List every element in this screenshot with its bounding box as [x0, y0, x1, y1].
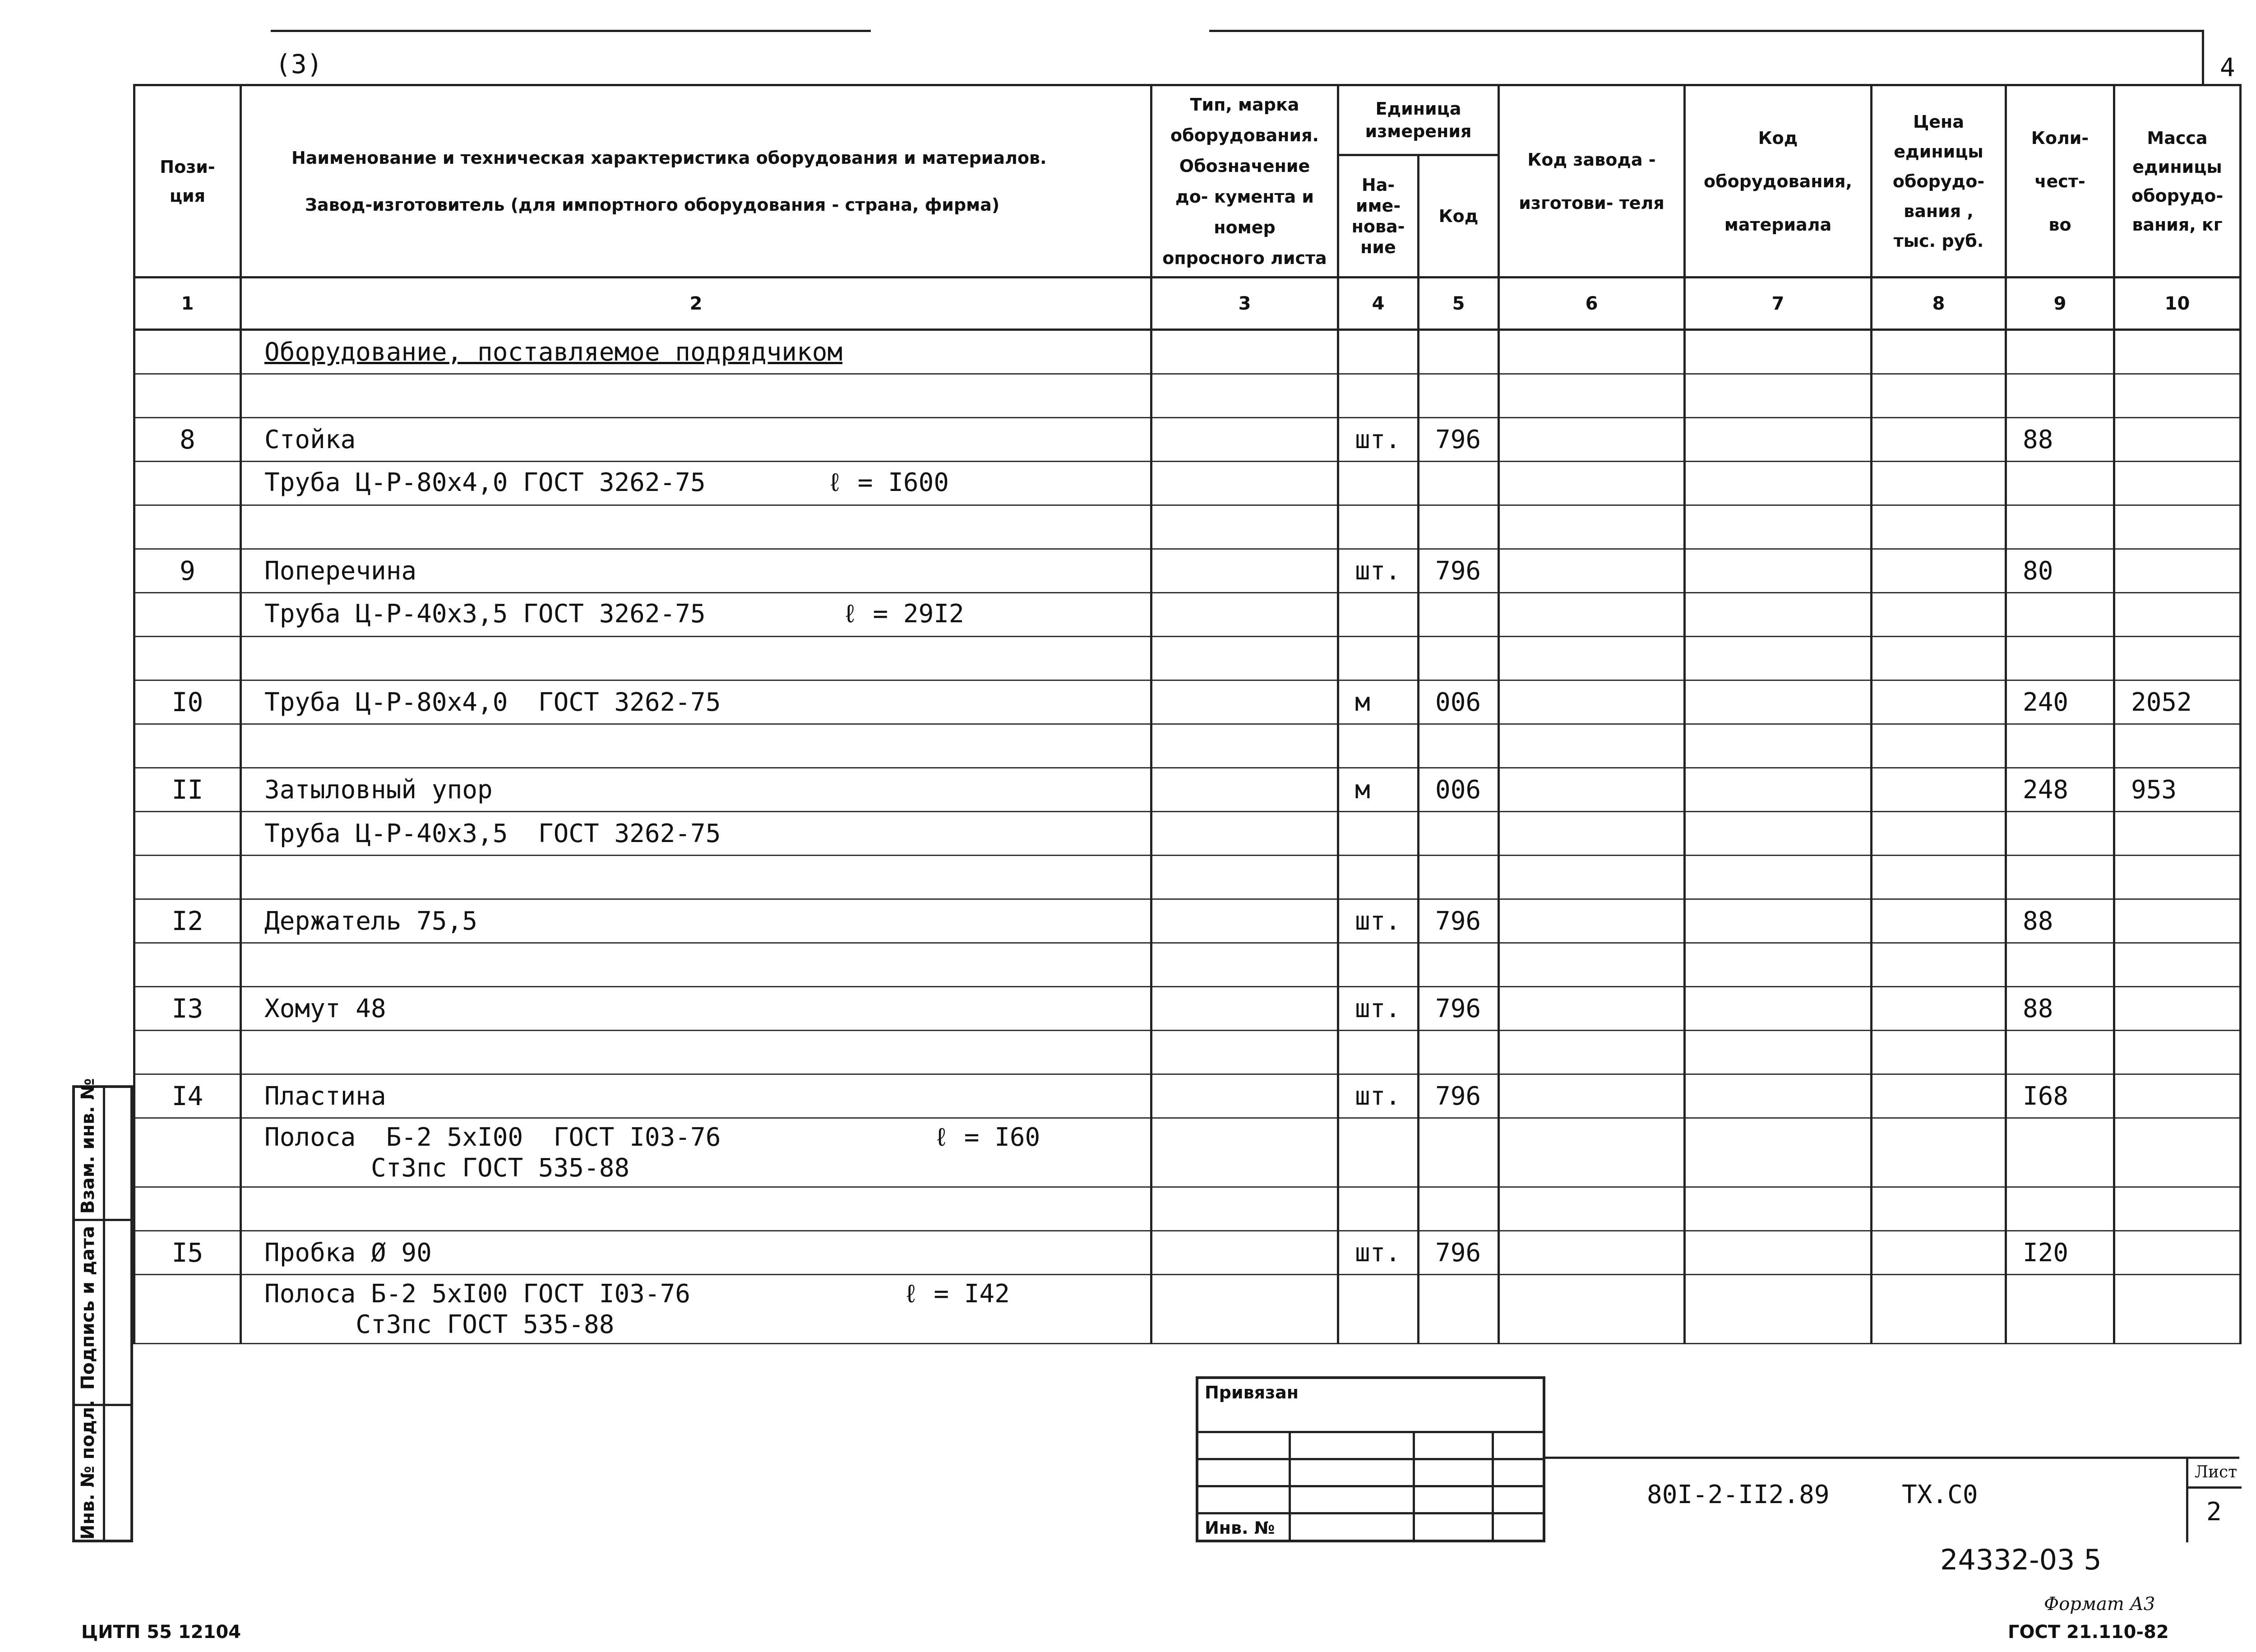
cell-name — [241, 505, 1151, 549]
colnum-9: 9 — [2006, 278, 2114, 330]
cell-mass — [2114, 812, 2241, 856]
cell-name — [241, 1187, 1151, 1231]
cell-price — [1872, 987, 2006, 1031]
cell-mass — [2114, 593, 2241, 637]
cell-unit — [1338, 462, 1419, 505]
cell-type — [1151, 1231, 1338, 1275]
format-label: Формат А3 — [2044, 1594, 2155, 1615]
cell-name: Держатель 75,5 — [241, 899, 1151, 943]
cell-unit: м — [1338, 768, 1419, 812]
cell-qty — [2006, 637, 2114, 680]
cell-price — [1872, 899, 2006, 943]
corner-divider — [2202, 30, 2204, 84]
cell-code — [1419, 1118, 1499, 1187]
stamp-sheet-label: Лист — [2195, 1463, 2238, 1481]
cell-unit — [1338, 856, 1419, 899]
top-line-right — [1209, 30, 2202, 32]
cell-equip — [1685, 593, 1872, 637]
cell-type — [1151, 899, 1338, 943]
cell-name: Поперечина — [241, 549, 1151, 593]
cell-factory — [1499, 1275, 1685, 1344]
spec-table — [133, 84, 2242, 1344]
cell-code: 796 — [1419, 899, 1499, 943]
cell-price — [1872, 593, 2006, 637]
cell-mass — [2114, 1031, 2241, 1074]
cell-type — [1151, 505, 1338, 549]
stamp-vline-3 — [1492, 1431, 1494, 1540]
cell-factory — [1499, 1031, 1685, 1074]
cell-equip — [1685, 1118, 1872, 1187]
cell-unit: шт. — [1338, 549, 1419, 593]
cell-unit — [1338, 505, 1419, 549]
column-number-row — [134, 278, 2241, 330]
top-label: (3) — [275, 49, 323, 79]
cell-name: Оборудование, поставляемое подрядчиком — [241, 330, 1151, 374]
cell-type — [1151, 374, 1338, 418]
table-row — [134, 1231, 2241, 1275]
cell-qty — [2006, 1187, 2114, 1231]
cell-equip — [1685, 374, 1872, 418]
cell-factory — [1499, 1118, 1685, 1187]
cell-price — [1872, 374, 2006, 418]
cell-mass: 953 — [2114, 768, 2241, 812]
cell-qty — [2006, 812, 2114, 856]
cell-factory — [1499, 680, 1685, 724]
cell-mass — [2114, 1231, 2241, 1275]
colnum-2: 2 — [241, 278, 1151, 330]
cell-type — [1151, 943, 1338, 987]
cell-equip — [1685, 330, 1872, 374]
cell-price — [1872, 1187, 2006, 1231]
cell-type — [1151, 856, 1338, 899]
cell-name: Полоса Б-2 5хI00 ГОСТ I03-76 ℓ = I60 Ст3пс ГОСТ 535-88 — [241, 1118, 1151, 1187]
cell-price — [1872, 724, 2006, 768]
top-line-left — [271, 30, 871, 32]
cell-equip — [1685, 856, 1872, 899]
cell-mass — [2114, 899, 2241, 943]
stamp-sheet-number: 2 — [2206, 1497, 2222, 1527]
cell-mass — [2114, 374, 2241, 418]
colnum-7: 7 — [1685, 278, 1872, 330]
cell-pos: I2 — [134, 899, 241, 943]
table-row — [134, 1118, 2241, 1187]
cell-type — [1151, 1275, 1338, 1344]
cell-type — [1151, 768, 1338, 812]
cell-name — [241, 724, 1151, 768]
cell-type — [1151, 462, 1338, 505]
cell-price — [1872, 418, 2006, 462]
cell-qty: 88 — [2006, 987, 2114, 1031]
cell-unit — [1338, 1187, 1419, 1231]
cell-factory — [1499, 812, 1685, 856]
table-row — [134, 549, 2241, 593]
cell-code — [1419, 462, 1499, 505]
cell-unit — [1338, 812, 1419, 856]
table-row — [134, 724, 2241, 768]
cell-qty: 88 — [2006, 899, 2114, 943]
cell-factory — [1499, 549, 1685, 593]
stamp-vline-1 — [1289, 1431, 1291, 1540]
header-equip-code: Код оборудования, материала — [1685, 85, 1872, 278]
cell-price — [1872, 1231, 2006, 1275]
cell-mass: 2052 — [2114, 680, 2241, 724]
cell-code: 006 — [1419, 680, 1499, 724]
cell-price — [1872, 1275, 2006, 1344]
cell-equip — [1685, 1275, 1872, 1344]
cell-pos: I4 — [134, 1074, 241, 1118]
table-row — [134, 1074, 2241, 1118]
cell-unit — [1338, 1118, 1419, 1187]
stamp-bound-block — [1196, 1376, 1545, 1542]
cell-pos — [134, 374, 241, 418]
cell-pos — [134, 1031, 241, 1074]
table-row — [134, 462, 2241, 505]
cell-price — [1872, 549, 2006, 593]
cell-mass — [2114, 418, 2241, 462]
cell-qty — [2006, 856, 2114, 899]
cell-code — [1419, 724, 1499, 768]
cell-name — [241, 374, 1151, 418]
cell-qty — [2006, 593, 2114, 637]
cell-name: Стойка — [241, 418, 1151, 462]
table-row — [134, 680, 2241, 724]
cell-mass — [2114, 462, 2241, 505]
cell-code: 796 — [1419, 1231, 1499, 1275]
cell-code — [1419, 593, 1499, 637]
cell-code — [1419, 374, 1499, 418]
cell-equip — [1685, 812, 1872, 856]
cell-unit: шт. — [1338, 899, 1419, 943]
cell-name — [241, 856, 1151, 899]
cell-factory — [1499, 768, 1685, 812]
footer-right: ГОСТ 21.110-82 — [2008, 1622, 2169, 1643]
cell-equip — [1685, 768, 1872, 812]
cell-name: Труба Ц-Р-40х3,5 ГОСТ 3262-75 ℓ = 29I2 — [241, 593, 1151, 637]
page-corner-number: 4 — [2220, 53, 2235, 83]
table-row — [134, 987, 2241, 1031]
cell-mass — [2114, 987, 2241, 1031]
cell-price — [1872, 637, 2006, 680]
cell-factory — [1499, 593, 1685, 637]
cell-code — [1419, 505, 1499, 549]
cell-qty — [2006, 1031, 2114, 1074]
stamp-line-1 — [1198, 1431, 1543, 1433]
table-row — [134, 418, 2241, 462]
table-row — [134, 637, 2241, 680]
cell-type — [1151, 1187, 1338, 1231]
cell-pos — [134, 812, 241, 856]
cell-name — [241, 1031, 1151, 1074]
cell-price — [1872, 1074, 2006, 1118]
stamp-sheet-divider — [2188, 1486, 2242, 1489]
cell-equip — [1685, 462, 1872, 505]
cell-pos: I5 — [134, 1231, 241, 1275]
header-name-line2: Завод-изготовитель (для импортного оборудования - страна, фирма) — [305, 194, 1000, 215]
cell-type — [1151, 724, 1338, 768]
cell-type — [1151, 418, 1338, 462]
cell-unit — [1338, 374, 1419, 418]
cell-type — [1151, 680, 1338, 724]
header-pos: Пози- ция — [134, 85, 241, 278]
footer-left: ЦИТП 55 12104 — [81, 1622, 241, 1643]
cell-equip — [1685, 1031, 1872, 1074]
header-name — [241, 85, 1151, 278]
cell-factory — [1499, 987, 1685, 1031]
cell-pos — [134, 724, 241, 768]
header-unit-name: На- име- нова- ние — [1338, 155, 1419, 278]
cell-factory — [1499, 374, 1685, 418]
cell-unit — [1338, 1031, 1419, 1074]
cell-qty — [2006, 330, 2114, 374]
cell-qty: I20 — [2006, 1231, 2114, 1275]
cell-type — [1151, 593, 1338, 637]
colnum-3: 3 — [1151, 278, 1338, 330]
table-row — [134, 505, 2241, 549]
table-row — [134, 943, 2241, 987]
cell-price — [1872, 943, 2006, 987]
cell-price — [1872, 1031, 2006, 1074]
cell-unit — [1338, 593, 1419, 637]
colnum-8: 8 — [1872, 278, 2006, 330]
cell-price — [1872, 812, 2006, 856]
cell-pos — [134, 1118, 241, 1187]
cell-factory — [1499, 505, 1685, 549]
cell-factory — [1499, 724, 1685, 768]
header-qty: Коли- чест- во — [2006, 85, 2114, 278]
table-row — [134, 1031, 2241, 1074]
cell-code: 796 — [1419, 1074, 1499, 1118]
cell-equip — [1685, 549, 1872, 593]
stamp-vline-2 — [1413, 1431, 1415, 1540]
cell-mass — [2114, 637, 2241, 680]
cell-pos — [134, 856, 241, 899]
cell-pos — [134, 593, 241, 637]
cell-pos — [134, 637, 241, 680]
cell-factory — [1499, 943, 1685, 987]
table-body — [134, 330, 2241, 1344]
stamp-line-3 — [1198, 1485, 1543, 1487]
side-label-inv-podl: Инв. № подл. — [78, 1400, 98, 1540]
table-row — [134, 768, 2241, 812]
cell-type — [1151, 330, 1338, 374]
cell-name: Хомут 48 — [241, 987, 1151, 1031]
cell-equip — [1685, 943, 1872, 987]
stamp-inv-label: Инв. № — [1205, 1518, 1275, 1538]
cell-price — [1872, 330, 2006, 374]
cell-factory — [1499, 1074, 1685, 1118]
cell-type — [1151, 549, 1338, 593]
cell-name: Пробка Ø 90 — [241, 1231, 1151, 1275]
table-row — [134, 899, 2241, 943]
cell-equip — [1685, 680, 1872, 724]
cell-pos: 8 — [134, 418, 241, 462]
cell-qty: 88 — [2006, 418, 2114, 462]
cell-code — [1419, 1275, 1499, 1344]
cell-mass — [2114, 856, 2241, 899]
cell-pos: II — [134, 768, 241, 812]
cell-code: 006 — [1419, 768, 1499, 812]
stamp-bound-label: Привязан — [1205, 1383, 1299, 1402]
cell-equip — [1685, 637, 1872, 680]
cell-code — [1419, 1031, 1499, 1074]
cell-unit: шт. — [1338, 1231, 1419, 1275]
cell-mass — [2114, 330, 2241, 374]
cell-name: Полоса Б-2 5хI00 ГОСТ I03-76 ℓ = I42 Ст3пс ГОСТ 535-88 — [241, 1275, 1151, 1344]
colnum-5: 5 — [1419, 278, 1499, 330]
cell-type — [1151, 1074, 1338, 1118]
cell-factory — [1499, 330, 1685, 374]
cell-name: Труба Ц-Р-80х4,0 ГОСТ 3262-75 — [241, 680, 1151, 724]
cell-code — [1419, 856, 1499, 899]
stamp-sheet-box — [2186, 1457, 2242, 1542]
cell-pos: I0 — [134, 680, 241, 724]
cell-code — [1419, 1187, 1499, 1231]
cell-equip — [1685, 505, 1872, 549]
cell-equip — [1685, 724, 1872, 768]
cell-unit: шт. — [1338, 1074, 1419, 1118]
header-factory-code: Код завода - изготови- теля — [1499, 85, 1685, 278]
cell-name: Затыловный упор — [241, 768, 1151, 812]
table-row — [134, 1187, 2241, 1231]
cell-type — [1151, 812, 1338, 856]
stamp-line-4 — [1198, 1512, 1543, 1514]
side-label-vzam-inv: Взам. инв. № — [78, 1078, 98, 1214]
cell-equip — [1685, 987, 1872, 1031]
cell-qty — [2006, 505, 2114, 549]
cell-qty — [2006, 943, 2114, 987]
colnum-1: 1 — [134, 278, 241, 330]
cell-pos — [134, 1187, 241, 1231]
cell-name — [241, 637, 1151, 680]
cell-equip — [1685, 1231, 1872, 1275]
cell-factory — [1499, 899, 1685, 943]
cell-pos: 9 — [134, 549, 241, 593]
cell-unit — [1338, 637, 1419, 680]
cell-mass — [2114, 505, 2241, 549]
header-row — [134, 85, 2241, 155]
cell-equip — [1685, 1074, 1872, 1118]
table-row — [134, 812, 2241, 856]
cell-equip — [1685, 899, 1872, 943]
cell-price — [1872, 680, 2006, 724]
stamp-designation: 80I-2-II2.89 — [1647, 1480, 1830, 1509]
cell-code — [1419, 637, 1499, 680]
cell-qty — [2006, 374, 2114, 418]
colnum-10: 10 — [2114, 278, 2241, 330]
cell-qty: 240 — [2006, 680, 2114, 724]
side-div-1 — [75, 1219, 130, 1221]
cell-type — [1151, 1118, 1338, 1187]
cell-equip — [1685, 418, 1872, 462]
table-row — [134, 593, 2241, 637]
cell-price — [1872, 462, 2006, 505]
cell-code: 796 — [1419, 987, 1499, 1031]
cell-name: Труба Ц-Р-40х3,5 ГОСТ 3262-75 — [241, 812, 1151, 856]
doc-code-handwritten: 24332-03 5 — [1940, 1543, 2102, 1576]
cell-qty — [2006, 724, 2114, 768]
header-unit: Единица измерения — [1338, 85, 1499, 155]
cell-price — [1872, 1118, 2006, 1187]
cell-factory — [1499, 637, 1685, 680]
cell-code — [1419, 943, 1499, 987]
stamp-top-line — [1545, 1457, 2239, 1459]
colnum-6: 6 — [1499, 278, 1685, 330]
cell-pos — [134, 330, 241, 374]
header-type: Тип, марка оборудования. Обозначение до- кумента и номер опросного листа — [1151, 85, 1338, 278]
cell-name: Пластина — [241, 1074, 1151, 1118]
cell-qty: 80 — [2006, 549, 2114, 593]
cell-type — [1151, 637, 1338, 680]
cell-type — [1151, 987, 1338, 1031]
cell-qty: 248 — [2006, 768, 2114, 812]
cell-unit — [1338, 943, 1419, 987]
cell-name — [241, 943, 1151, 987]
cell-mass — [2114, 724, 2241, 768]
cell-mass — [2114, 943, 2241, 987]
cell-price — [1872, 505, 2006, 549]
cell-factory — [1499, 462, 1685, 505]
cell-pos: I3 — [134, 987, 241, 1031]
cell-unit — [1338, 1275, 1419, 1344]
cell-price — [1872, 856, 2006, 899]
cell-price — [1872, 768, 2006, 812]
cell-qty — [2006, 462, 2114, 505]
cell-factory — [1499, 856, 1685, 899]
table-row — [134, 330, 2241, 374]
header-mass: Масса единицы оборудо- вания, кг — [2114, 85, 2241, 278]
cell-unit: шт. — [1338, 418, 1419, 462]
colnum-4: 4 — [1338, 278, 1419, 330]
cell-factory — [1499, 418, 1685, 462]
cell-unit — [1338, 330, 1419, 374]
header-unit-code: Код — [1419, 155, 1499, 278]
cell-factory — [1499, 1187, 1685, 1231]
cell-pos — [134, 943, 241, 987]
header-name-line1: Наименование и техническая характеристика оборудования и материалов. — [291, 148, 1047, 168]
cell-code — [1419, 330, 1499, 374]
cell-pos — [134, 1275, 241, 1344]
cell-type — [1151, 1031, 1338, 1074]
cell-pos — [134, 505, 241, 549]
cell-pos — [134, 462, 241, 505]
side-label-sign-date: Подпись и дата — [78, 1226, 98, 1390]
cell-code: 796 — [1419, 418, 1499, 462]
cell-code — [1419, 812, 1499, 856]
cell-mass — [2114, 1074, 2241, 1118]
header-price: Цена единицы оборудо- вания , тыс. руб. — [1872, 85, 2006, 278]
cell-factory — [1499, 1231, 1685, 1275]
cell-equip — [1685, 1187, 1872, 1231]
cell-code: 796 — [1419, 549, 1499, 593]
cell-mass — [2114, 1187, 2241, 1231]
cell-qty — [2006, 1118, 2114, 1187]
table-row — [134, 856, 2241, 899]
cell-mass — [2114, 549, 2241, 593]
stamp-line-2 — [1198, 1458, 1543, 1460]
stamp-mark: ТХ.С0 — [1902, 1480, 1978, 1509]
table-row — [134, 1275, 2241, 1344]
cell-mass — [2114, 1118, 2241, 1187]
cell-name: Труба Ц-Р-80х4,0 ГОСТ 3262-75 ℓ = I600 — [241, 462, 1151, 505]
cell-unit — [1338, 724, 1419, 768]
cell-unit: м — [1338, 680, 1419, 724]
cell-mass — [2114, 1275, 2241, 1344]
cell-qty — [2006, 1275, 2114, 1344]
table-row — [134, 374, 2241, 418]
cell-unit: шт. — [1338, 987, 1419, 1031]
cell-qty: I68 — [2006, 1074, 2114, 1118]
